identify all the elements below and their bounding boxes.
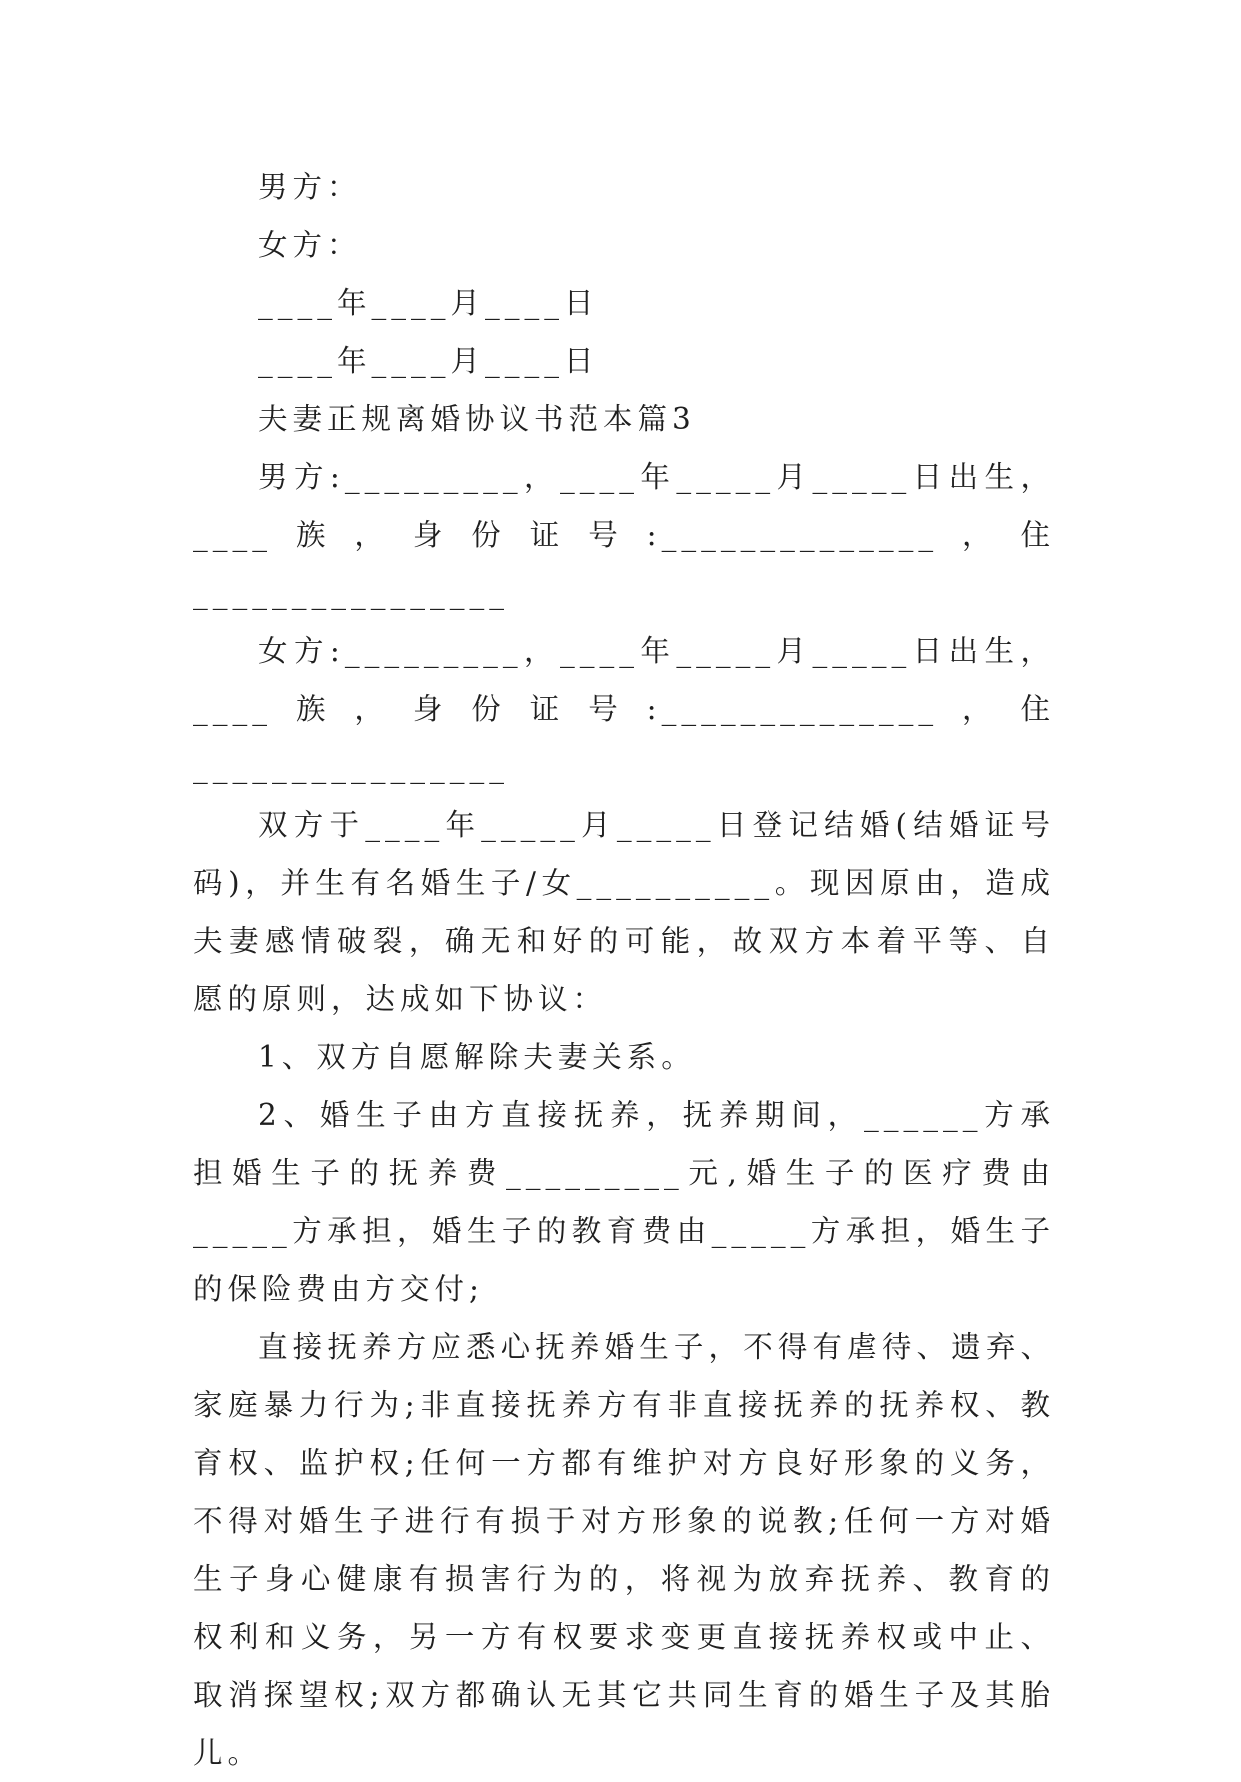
- signature-date-1: ____年____月____日: [258, 286, 599, 320]
- custody-obligations-paragraph: 直接抚养方应悉心抚养婚生子，不得有虐待、遗弃、家庭暴力行为;非直接抚养方有非直接抚养的抚养权、教育权、监护权;任何一方都有维护对方良好形象的义务，不得对婚生子进行有损于对方形象的说教;任何一方对婚生子身心健康有损害行为的，将视为放弃抚养、教育的权利和义务，另一方有权要求变更直接抚养权或中止、取消探望权;双方都确认无其它共同生育的婚生子及其胎儿。: [193, 1330, 1055, 1770]
- clause-1: 1、双方自愿解除夫妻关系。: [258, 1040, 696, 1074]
- signature-male: 男方：: [258, 170, 362, 204]
- signature-female: 女方：: [258, 228, 362, 262]
- marriage-registration-paragraph: 双方于____年_____月_____日登记结婚(结婚证号码)，并生有名婚生子/女__________。现因原由，造成夫妻感情破裂，确无和好的可能，故双方本着平等、自愿的原则，达成如下协议：: [193, 808, 1055, 1016]
- clause-2: 2、婚生子由方直接抚养，抚养期间，______方承担婚生子的抚养费_________元,婚生子的医疗费由_____方承担，婚生子的教育费由_____方承担，婚生子的保险费由方交付;: [193, 1098, 1055, 1306]
- male-info-paragraph: 男方:_________，____年_____月_____日出生，____族，身份证号:______________，住________________: [193, 460, 1055, 610]
- section-title: 夫妻正规离婚协议书范本篇3: [258, 402, 696, 436]
- document-body: [193, 158, 1055, 1782]
- signature-date-2: ____年____月____日: [258, 344, 599, 378]
- female-info-paragraph: 女方:_________，____年_____月_____日出生，____族，身份证号:______________，住________________: [193, 634, 1055, 784]
